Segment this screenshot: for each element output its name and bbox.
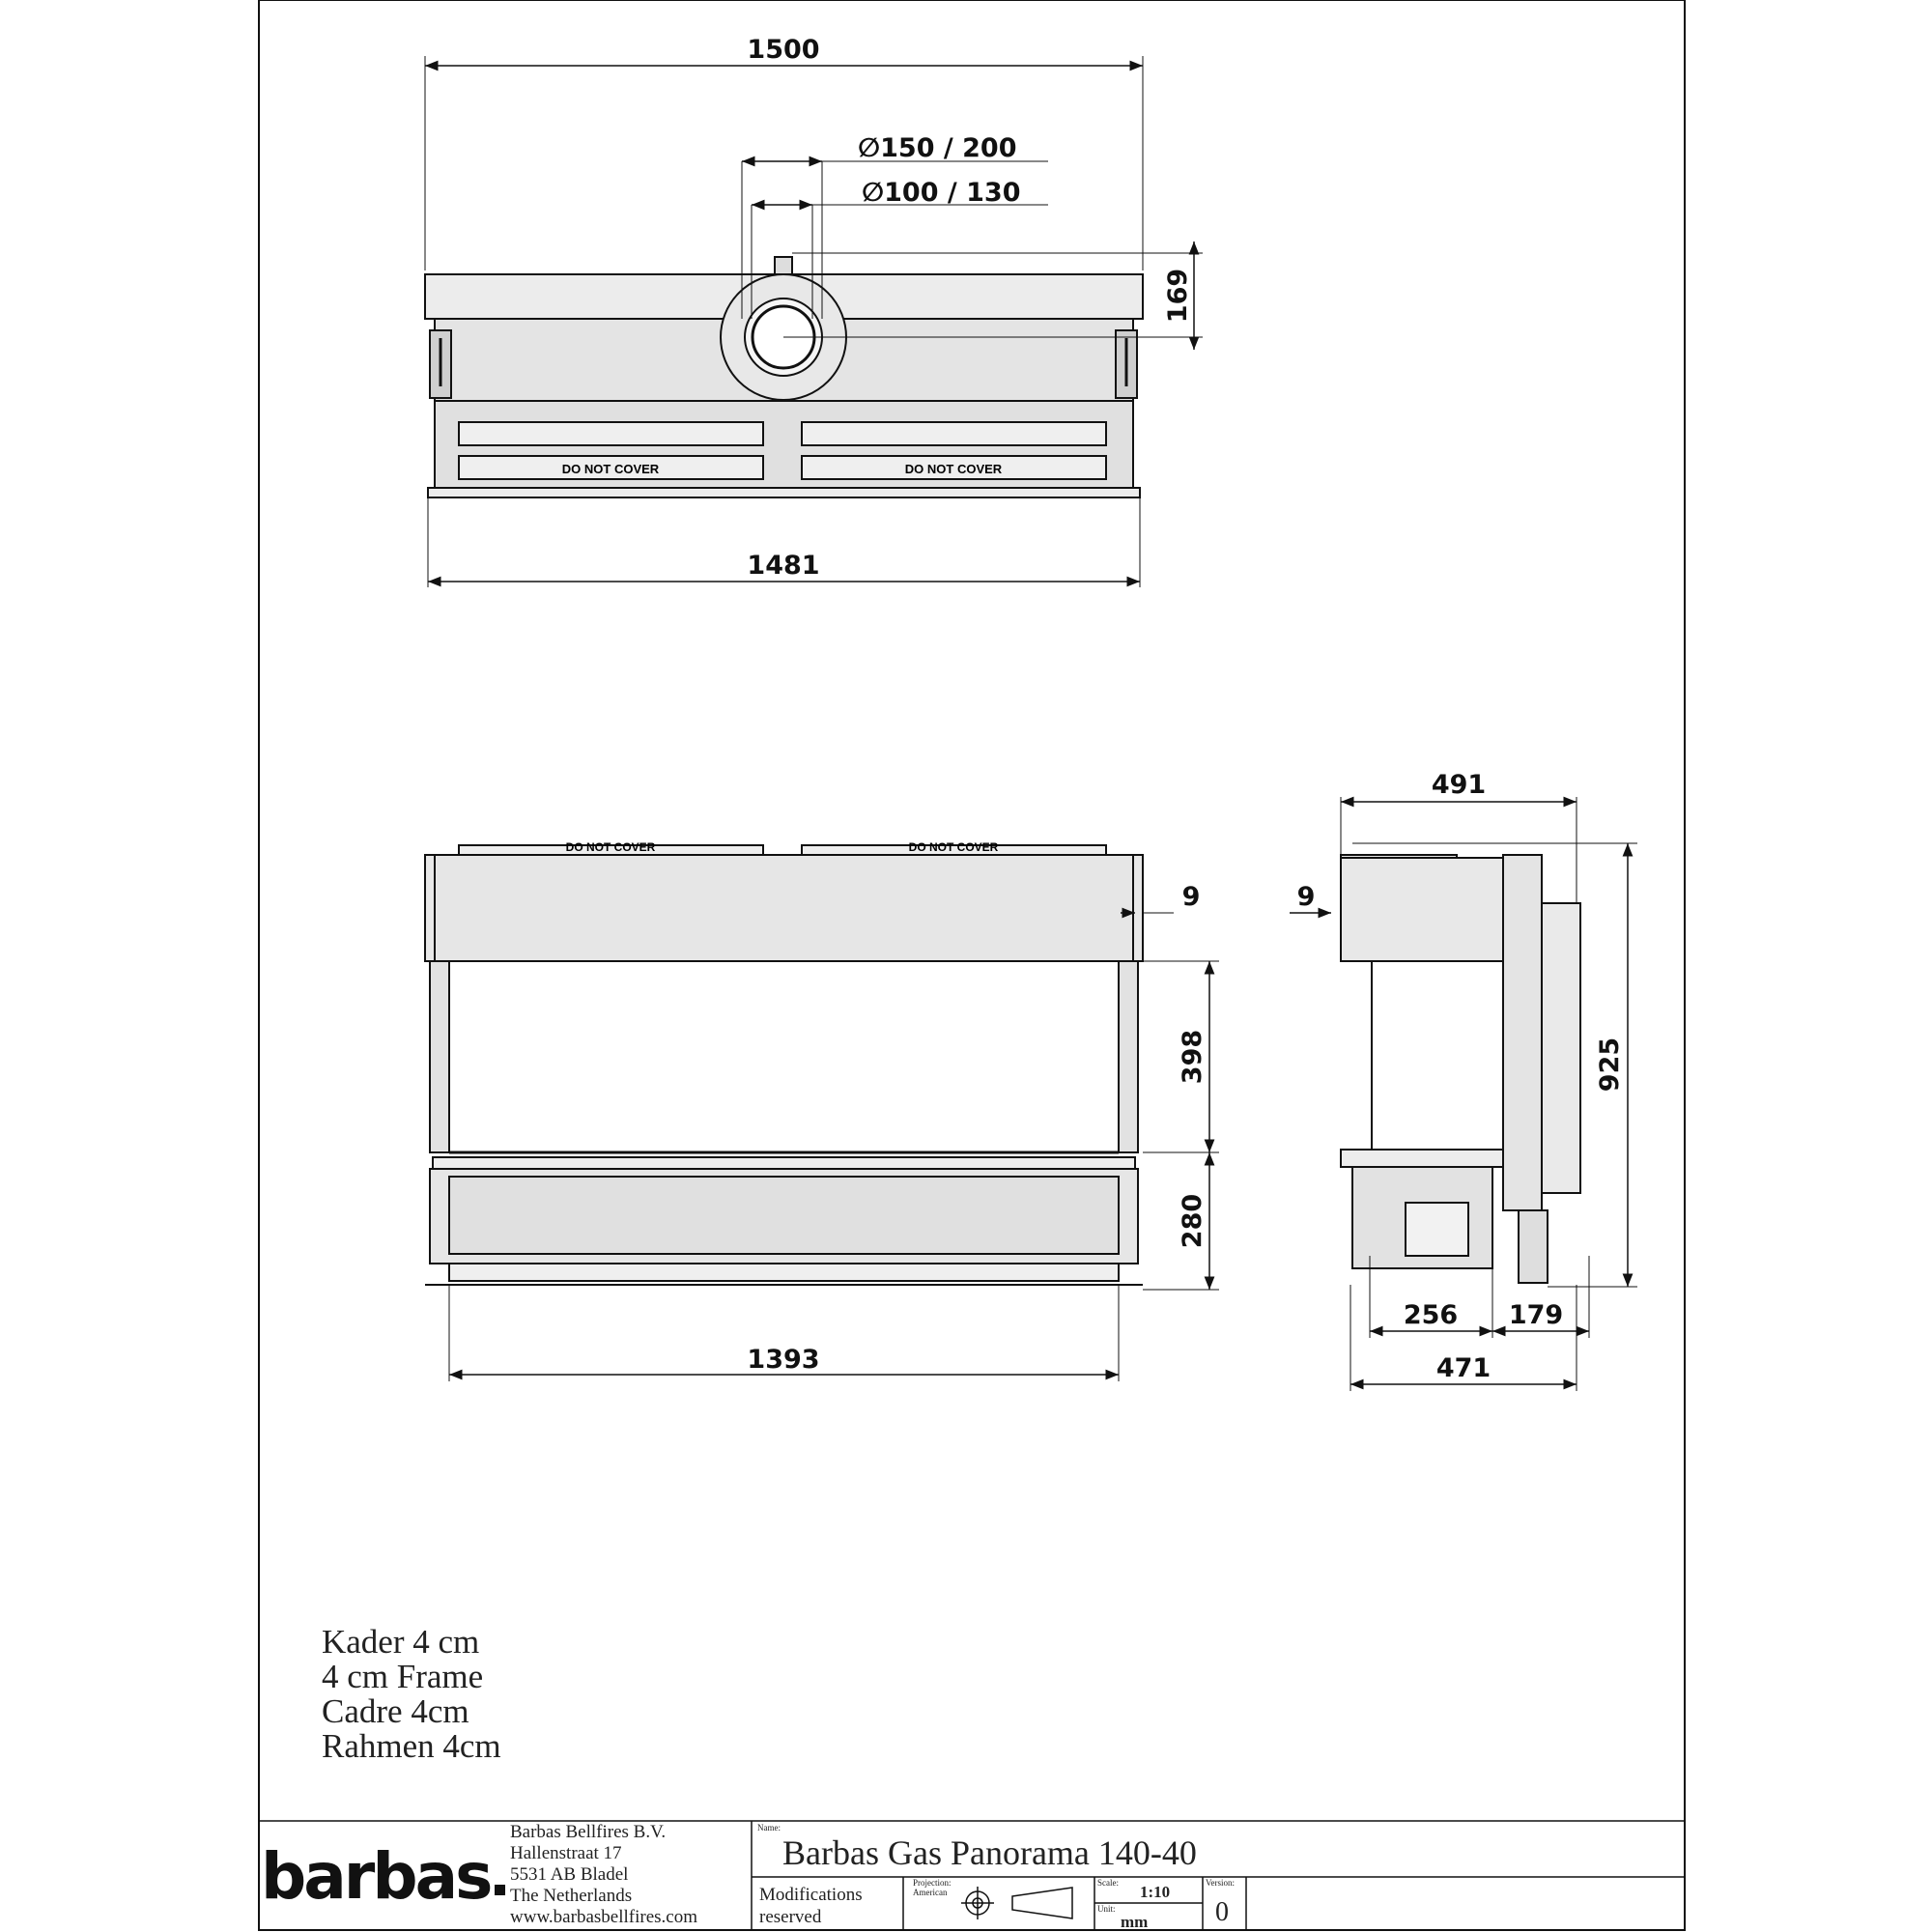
do-not-cover-label-front-right: DO NOT COVER <box>908 840 999 854</box>
company-logo: barbas <box>261 1839 491 1914</box>
product-name: Barbas Gas Panorama 140-40 <box>782 1833 1197 1872</box>
dim-side-width-top: 491 <box>1431 770 1487 800</box>
note-french: Cadre 4cm <box>322 1692 469 1730</box>
projection-value: American <box>913 1888 948 1897</box>
front-view <box>425 845 1143 1285</box>
dim-side-frame-offset: 9 <box>1296 882 1316 912</box>
scale-value: 1:10 <box>1140 1883 1171 1901</box>
side-view <box>1341 855 1580 1283</box>
note-english: 4 cm Frame <box>322 1658 484 1695</box>
frame-notes <box>322 1625 501 1764</box>
diameter-icon: ∅ <box>862 178 885 208</box>
dim-flue-inner-value: 100 / 130 <box>884 178 1021 208</box>
modifications-line-1: Modifications <box>759 1885 863 1905</box>
note-dutch: Kader 4 cm <box>322 1623 480 1661</box>
unit-value: mm <box>1121 1913 1149 1931</box>
diameter-icon: ∅ <box>858 133 881 163</box>
dim-side-depth-rear: 179 <box>1508 1300 1564 1330</box>
dim-side-height-total: 925 <box>1595 1037 1625 1093</box>
name-caption: Name: <box>757 1823 781 1833</box>
dim-front-opening-height: 398 <box>1178 1029 1208 1085</box>
dim-flue-inner <box>862 178 1021 208</box>
do-not-cover-label-left: DO NOT COVER <box>561 462 660 476</box>
dim-top-width-body: 1481 <box>747 551 820 581</box>
do-not-cover-label-right: DO NOT COVER <box>904 462 1003 476</box>
company-country: The Netherlands <box>510 1886 633 1906</box>
version-value: 0 <box>1215 1897 1229 1927</box>
modifications-line-2: reserved <box>759 1907 822 1927</box>
unit-caption: Unit: <box>1097 1904 1116 1914</box>
company-city: 5531 AB Bladel <box>510 1864 629 1885</box>
dim-side-depth-front: 256 <box>1403 1300 1459 1330</box>
top-view <box>425 56 1143 587</box>
note-german: Rahmen 4cm <box>322 1727 501 1765</box>
dim-side-width-bottom: 471 <box>1435 1353 1492 1383</box>
dim-flue-outer <box>858 133 1017 163</box>
dim-front-frame-offset: 9 <box>1181 882 1201 912</box>
dim-front-opening-width: 1393 <box>747 1345 820 1375</box>
do-not-cover-label-front-left: DO NOT COVER <box>565 840 656 854</box>
company-street: Hallenstraat 17 <box>510 1843 622 1863</box>
company-name: Barbas Bellfires B.V. <box>510 1822 667 1842</box>
dim-flue-offset: 169 <box>1163 268 1193 324</box>
scale-caption: Scale: <box>1097 1878 1119 1888</box>
dim-front-base-height: 280 <box>1178 1193 1208 1249</box>
logo-dot <box>495 1885 505 1895</box>
dim-top-width-overall: 1500 <box>747 35 820 65</box>
projection-caption: Projection: <box>913 1878 952 1888</box>
version-caption: Version: <box>1206 1878 1235 1888</box>
dim-flue-outer-value: 150 / 200 <box>880 133 1017 163</box>
company-website: www.barbasbellfires.com <box>510 1907 697 1927</box>
